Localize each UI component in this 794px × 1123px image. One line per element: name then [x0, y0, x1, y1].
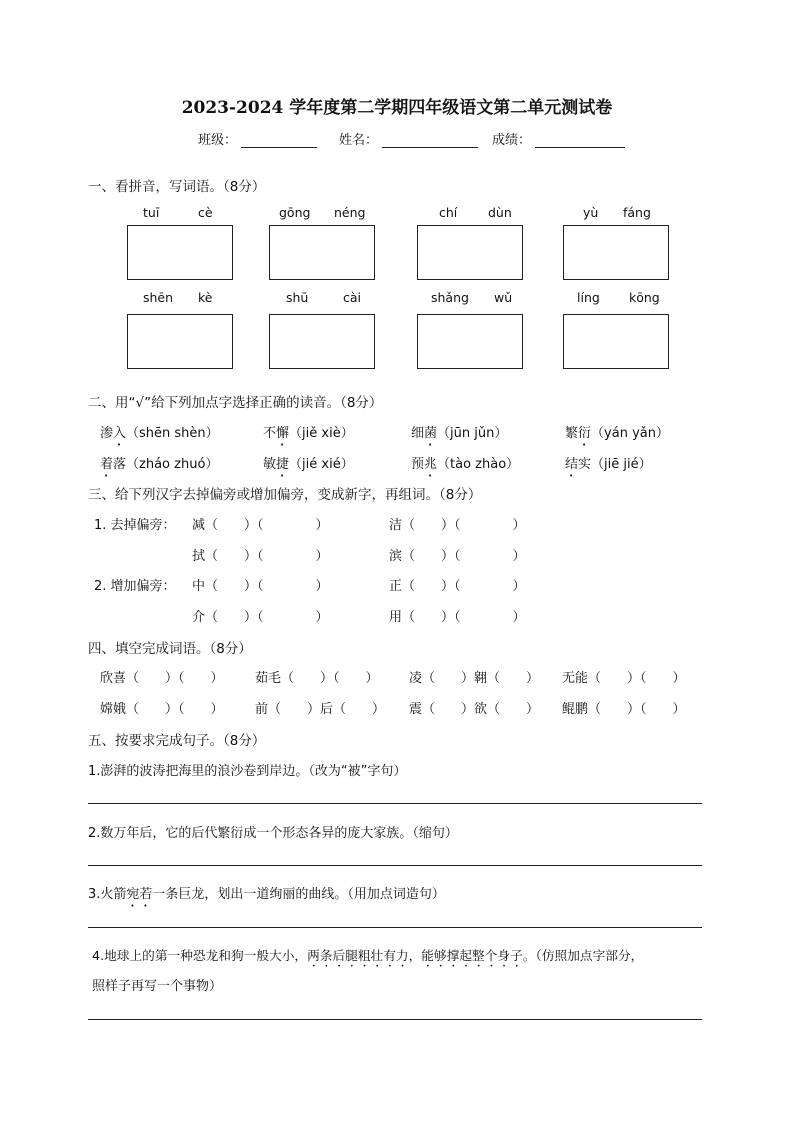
answer-line[interactable] [88, 865, 702, 866]
char-item[interactable]: 介（ ）（ ） [192, 610, 329, 625]
pinyin: yù [583, 205, 599, 220]
word-part: 实 [578, 457, 592, 472]
answer-box[interactable] [127, 314, 233, 369]
char-item[interactable]: 用（ ）（ ） [389, 610, 526, 625]
pinyin: chí [439, 205, 458, 220]
score-label: 成绩： [492, 133, 532, 148]
pinyin: tuī [143, 205, 160, 220]
char: 用 [389, 610, 403, 625]
char-item[interactable]: 滨（ ）（ ） [389, 549, 526, 564]
char: 拭 [192, 549, 206, 564]
dotted-char: 捷 [276, 457, 290, 472]
dotted-phrase: 两条后腿粗壮有力，能够撑起整个身子 [307, 948, 523, 963]
answer-box[interactable] [563, 225, 669, 280]
answer-box[interactable] [127, 225, 233, 280]
idiom-item[interactable]: 嫦娥（ ）（ ） [100, 702, 224, 717]
section-3-heading: 三、给下列汉字去掉偏旁或增加偏旁，变成新字，再组词。（8分） [88, 487, 482, 503]
pinyin: cài [343, 290, 362, 305]
idiom-item[interactable]: 鲲鹏（ ）（ ） [562, 702, 686, 717]
reading-item[interactable] [263, 422, 354, 449]
char-item[interactable]: 拭（ ）（ ） [192, 549, 329, 564]
score-field [492, 129, 625, 148]
reading-item[interactable] [100, 453, 218, 480]
question-4-line-1 [92, 945, 643, 970]
class-blank[interactable] [241, 133, 317, 148]
answer-box[interactable] [417, 314, 523, 369]
section-4-heading: 四、填空完成词语。（8分） [88, 641, 252, 657]
char-item[interactable]: 中（ ）（ ） [192, 579, 329, 594]
char-item[interactable]: 洁（ ）（ ） [389, 518, 526, 533]
answer-line[interactable] [88, 1019, 702, 1020]
pinyin-options: （jié xié） [289, 457, 354, 472]
dotted-char: 结 [565, 457, 579, 472]
answer-box[interactable] [269, 314, 375, 369]
idiom-item[interactable]: 无能（ ）（ ） [562, 671, 686, 686]
word-part: 不 [263, 426, 277, 441]
pinyin: líng [577, 290, 600, 305]
pinyin-options: （jiē jié） [591, 457, 652, 472]
reading-item[interactable] [411, 422, 507, 449]
class-field [198, 129, 317, 148]
pinyin: gōng [279, 205, 311, 220]
idiom-item[interactable]: 前（ ）后（ ） [255, 702, 386, 717]
q3-text: 一条巨龙，划出一道绚丽的曲线。（用加点词造句） [152, 887, 445, 902]
idiom-item[interactable]: 震（ ）欲（ ） [409, 702, 540, 717]
idiom-item[interactable]: 凌（ ）翱（ ） [409, 671, 540, 686]
reading-item[interactable] [565, 453, 652, 480]
reading-item[interactable] [100, 422, 219, 449]
pinyin-options: （zháo zhuó） [126, 457, 219, 472]
reading-item[interactable] [263, 453, 354, 480]
name-field [339, 129, 478, 148]
pinyin: fáng [623, 205, 651, 220]
answer-box[interactable] [269, 225, 375, 280]
reading-item[interactable] [411, 453, 519, 480]
question-4-line-2: 照样子再写一个事物） [92, 979, 223, 994]
pinyin: shǎng [431, 290, 469, 305]
dotted-char: 懈 [276, 426, 290, 441]
q4-text: 4.地球上的第一种恐龙和狗一般大小， [92, 948, 308, 963]
pinyin-options: （jūn jǔn） [437, 426, 508, 441]
class-label: 班级： [198, 133, 238, 148]
char: 滨 [389, 549, 403, 564]
answer-box[interactable] [417, 225, 523, 280]
pinyin: kōng [629, 290, 660, 305]
pinyin: dùn [488, 205, 512, 220]
answer-line[interactable] [88, 803, 702, 804]
dotted-char: 着 [100, 457, 114, 472]
name-label: 姓名： [339, 133, 379, 148]
pinyin-options: （shēn shèn） [126, 426, 219, 441]
add-radical-label: 2. 增加偏旁： [94, 579, 176, 594]
word-part: 繁 [565, 426, 579, 441]
word-part: 细 [411, 426, 425, 441]
dotted-char: 菌 [424, 426, 438, 441]
char: 正 [389, 579, 403, 594]
pinyin: cè [198, 205, 213, 220]
question-2: 2.数万年后，它的后代繁衍成一个形态各异的庞大家族。（缩句） [88, 826, 458, 841]
question-3 [88, 883, 445, 910]
idiom-item[interactable]: 茹毛（ ）（ ） [255, 671, 379, 686]
char: 介 [192, 610, 206, 625]
word-part: 预 [411, 457, 425, 472]
pinyin-options: （tào zhào） [437, 457, 520, 472]
answer-line[interactable] [88, 927, 702, 928]
char-item[interactable]: 正（ ）（ ） [389, 579, 526, 594]
answer-box[interactable] [563, 314, 669, 369]
remove-radical-label: 1. 去掉偏旁： [94, 518, 176, 533]
score-blank[interactable] [535, 133, 625, 148]
pinyin: shēn [143, 290, 174, 305]
char-item[interactable]: 减（ ）（ ） [192, 518, 329, 533]
page-title: 2023-2024 学年度第二学期四年级语文第二单元测试卷 [181, 98, 613, 118]
section-5-heading: 五、按要求完成句子。（8分） [88, 733, 266, 749]
char: 中 [192, 579, 206, 594]
dotted-char: 兆 [424, 457, 438, 472]
section-2-heading: 二、用“√”给下列加点字选择正确的读音。（8分） [88, 395, 383, 411]
reading-item[interactable] [565, 422, 669, 449]
word-part: 敏 [263, 457, 277, 472]
pinyin-options: （jiě xiè） [289, 426, 354, 441]
pinyin: néng [334, 205, 366, 220]
char: 洁 [389, 518, 403, 533]
pinyin: shū [286, 290, 309, 305]
q4-text: 。（仿照加点字部分， [522, 948, 644, 963]
dotted-char: 入 [113, 426, 127, 441]
pinyin-options: （yán yǎn） [591, 426, 669, 441]
name-blank[interactable] [382, 133, 478, 148]
dotted-char: 衍 [578, 426, 592, 441]
word-part: 落 [113, 457, 127, 472]
dotted-word: 宛若 [126, 887, 153, 902]
question-1: 1.澎湃的波涛把海里的浪沙卷到岸边。（改为“被”字句） [88, 764, 407, 779]
idiom-item[interactable]: 欣喜（ ）（ ） [100, 671, 224, 686]
q3-text: 3.火箭 [88, 887, 127, 902]
word-part: 渗 [100, 426, 114, 441]
char: 减 [192, 518, 206, 533]
pinyin: kè [198, 290, 213, 305]
pinyin: wǔ [494, 290, 513, 305]
section-1-heading: 一、看拼音，写词语。（8分） [88, 179, 266, 195]
